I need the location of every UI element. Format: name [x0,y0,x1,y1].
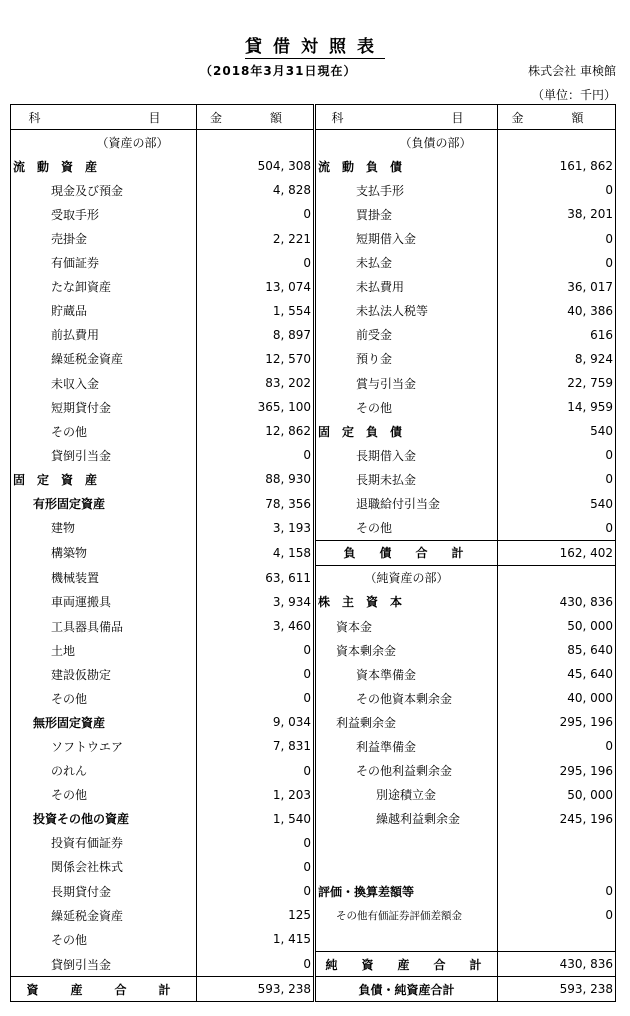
left-account-label: 有形固定資産 [11,492,197,516]
as-of-date: （2018年3月31日現在） [200,64,357,78]
left-account-amount: 0 [197,831,315,855]
right-account-label: 資本準備金 [315,662,498,686]
left-account-amount: 3, 460 [197,614,315,638]
balance-sheet-table [10,104,616,1002]
left-account-amount: 593, 238 [197,977,315,1002]
table-row [11,565,616,590]
left-account-amount: 0 [197,638,315,662]
table-row [11,226,616,250]
table-row [11,516,616,541]
table-row [11,154,616,178]
table-row [11,178,616,202]
left-account-amount: 504, 308 [197,154,315,178]
right-account-label: 流 動 負 債 [315,154,498,178]
table-row [11,371,616,395]
left-account-amount: 2, 221 [197,226,315,250]
left-account-amount: 7, 831 [197,734,315,758]
left-account-amount: 63, 611 [197,565,315,590]
right-account-amount: 0 [498,226,616,250]
left-account-label: たな卸資産 [11,275,197,299]
right-account-amount [498,130,616,155]
left-account-label: 車両運搬具 [11,590,197,614]
right-account-amount: 0 [498,251,616,275]
left-account-amount: 365, 100 [197,395,315,419]
left-account-amount: 9, 034 [197,710,315,734]
left-account-label: 投資その他の資産 [11,807,197,831]
left-account-amount: 3, 193 [197,516,315,541]
left-account-amount: 0 [197,686,315,710]
table-row [11,807,616,831]
left-account-label: その他 [11,783,197,807]
left-account-amount: 12, 570 [197,347,315,371]
left-account-amount: 125 [197,903,315,927]
right-account-amount [498,831,616,855]
table-row [11,686,616,710]
table-row [11,202,616,226]
right-account-label: 退職給付引当金 [315,492,498,516]
right-account-amount: 85, 640 [498,638,616,662]
left-account-amount [197,130,315,155]
right-account-label: 評価・換算差額等 [315,879,498,903]
right-account-label: 固 定 負 債 [315,419,498,443]
left-account-label: 関係会社株式 [11,855,197,879]
table-row [11,299,616,323]
table-row [11,275,616,299]
right-account-label: 長期借入金 [315,443,498,467]
right-account-amount: 0 [498,178,616,202]
left-account-label: 現金及び預金 [11,178,197,202]
right-account-label: 前受金 [315,323,498,347]
right-account-label: その他 [315,516,498,541]
column-header-subject: 科 目 [11,105,197,130]
right-account-amount: 45, 640 [498,662,616,686]
left-account-label: その他 [11,419,197,443]
right-account-label: その他利益剰余金 [315,759,498,783]
right-account-label: 負債・純資産合計 [315,977,498,1002]
table-row [11,467,616,491]
right-account-amount: 0 [498,467,616,491]
right-account-amount: 38, 201 [498,202,616,226]
left-account-amount: 0 [197,251,315,275]
left-account-amount: 1, 203 [197,783,315,807]
column-header-subject: 科 目 [315,105,498,130]
right-account-label: 別途積立金 [315,783,498,807]
left-account-label: その他 [11,686,197,710]
right-account-amount: 0 [498,443,616,467]
table-row [11,395,616,419]
left-account-amount: 0 [197,855,315,879]
right-account-amount: 36, 017 [498,275,616,299]
left-account-amount: 1, 415 [197,927,315,952]
left-account-amount: 78, 356 [197,492,315,516]
right-account-amount: 162, 402 [498,540,616,565]
right-account-label: その他 [315,395,498,419]
left-account-label: 繰延税金資産 [11,347,197,371]
right-account-amount: 50, 000 [498,783,616,807]
right-account-label: 資本金 [315,614,498,638]
left-account-label: 貸倒引当金 [11,952,197,977]
right-account-amount: 0 [498,903,616,927]
right-account-label: 未払金 [315,251,498,275]
left-account-amount: 1, 554 [197,299,315,323]
right-account-label: 短期借入金 [315,226,498,250]
left-account-amount: 8, 897 [197,323,315,347]
left-account-amount: 12, 862 [197,419,315,443]
left-account-amount: 13, 074 [197,275,315,299]
right-account-label: その他資本剰余金 [315,686,498,710]
left-account-label: 短期貸付金 [11,395,197,419]
left-account-amount: 0 [197,662,315,686]
table-row [11,952,616,977]
right-account-amount: 616 [498,323,616,347]
table-row [11,614,616,638]
right-account-label: 預り金 [315,347,498,371]
right-account-amount: 22, 759 [498,371,616,395]
left-account-amount: 1, 540 [197,807,315,831]
right-account-amount: 540 [498,492,616,516]
document-title: 貸借対照表 [245,37,385,57]
right-account-label [315,831,498,855]
right-account-amount [498,855,616,879]
right-account-amount: 0 [498,516,616,541]
table-row [11,251,616,275]
right-account-amount: 40, 000 [498,686,616,710]
table-row [11,903,616,927]
right-account-amount: 8, 924 [498,347,616,371]
left-account-amount: 0 [197,952,315,977]
right-account-amount: 50, 000 [498,614,616,638]
table-row [11,879,616,903]
left-account-amount: 3, 934 [197,590,315,614]
right-account-label: 繰越利益剰余金 [315,807,498,831]
left-account-label: 長期貸付金 [11,879,197,903]
table-row [11,590,616,614]
left-account-amount: 83, 202 [197,371,315,395]
right-account-label: 支払手形 [315,178,498,202]
left-account-label: 貸倒引当金 [11,443,197,467]
left-account-amount: 0 [197,879,315,903]
left-account-label: 無形固定資産 [11,710,197,734]
left-account-label: 工具器具備品 [11,614,197,638]
left-account-label: 貯蔵品 [11,299,197,323]
right-account-label: その他有価証券評価差額金 [315,903,498,927]
company-name: 株式会社 車検館 [528,64,616,78]
left-account-label: 建物 [11,516,197,541]
left-account-amount: 0 [197,759,315,783]
right-account-amount: 0 [498,734,616,758]
table-row [11,419,616,443]
table-row [11,855,616,879]
left-account-label: 固 定 資 産 [11,467,197,491]
table-row [11,638,616,662]
left-account-label: （資産の部） [11,130,197,155]
left-account-label: 受取手形 [11,202,197,226]
right-account-label: 未払法人税等 [315,299,498,323]
right-account-label: 賞与引当金 [315,371,498,395]
left-account-label: 未収入金 [11,371,197,395]
table-row [11,323,616,347]
table-row [11,710,616,734]
right-account-label: 株 主 資 本 [315,590,498,614]
left-account-label: 投資有価証券 [11,831,197,855]
left-account-label: その他 [11,927,197,952]
table-row [11,977,616,1002]
left-account-label: 資 産 合 計 [11,977,197,1002]
left-account-label: 土地 [11,638,197,662]
right-account-label: 長期未払金 [315,467,498,491]
left-account-label: 売掛金 [11,226,197,250]
left-account-amount: 4, 828 [197,178,315,202]
right-account-amount [498,565,616,590]
left-account-amount: 0 [197,202,315,226]
left-account-label: 有価証券 [11,251,197,275]
left-account-label: のれん [11,759,197,783]
table-row [11,540,616,565]
column-header-amount: 金 額 [197,105,315,130]
left-account-amount: 88, 930 [197,467,315,491]
right-account-amount: 0 [498,879,616,903]
right-account-amount: 40, 386 [498,299,616,323]
right-account-label: （負債の部） [315,130,498,155]
column-header-amount: 金 額 [498,105,616,130]
right-account-label: 利益準備金 [315,734,498,758]
left-account-label: ソフトウエア [11,734,197,758]
right-account-label: 未払費用 [315,275,498,299]
right-account-label: （純資産の部） [315,565,498,590]
header-row [11,105,616,130]
right-account-amount: 295, 196 [498,710,616,734]
right-account-label [315,855,498,879]
right-account-amount: 161, 862 [498,154,616,178]
left-account-label: 繰延税金資産 [11,903,197,927]
right-account-amount: 14, 959 [498,395,616,419]
right-account-amount [498,927,616,952]
table-row [11,130,616,155]
left-account-label: 構築物 [11,540,197,565]
table-row [11,443,616,467]
right-account-label: 買掛金 [315,202,498,226]
right-account-amount: 540 [498,419,616,443]
table-row [11,783,616,807]
right-account-label [315,927,498,952]
right-account-amount: 430, 836 [498,952,616,977]
right-account-label: 利益剰余金 [315,710,498,734]
left-account-label: 前払費用 [11,323,197,347]
unit-label: （単位：千円） [531,88,616,102]
left-account-label: 建設仮勘定 [11,662,197,686]
left-account-label: 機械装置 [11,565,197,590]
left-account-amount: 0 [197,443,315,467]
table-row [11,347,616,371]
right-account-amount: 245, 196 [498,807,616,831]
table-row [11,662,616,686]
right-account-label: 純 資 産 合 計 [315,952,498,977]
table-row [11,831,616,855]
left-account-amount: 4, 158 [197,540,315,565]
right-account-label: 負 債 合 計 [315,540,498,565]
right-account-amount: 430, 836 [498,590,616,614]
right-account-amount: 593, 238 [498,977,616,1002]
left-account-label: 流 動 資 産 [11,154,197,178]
right-account-label: 資本剰余金 [315,638,498,662]
table-row [11,734,616,758]
table-row [11,492,616,516]
right-account-amount: 295, 196 [498,759,616,783]
table-row [11,927,616,952]
table-row [11,759,616,783]
